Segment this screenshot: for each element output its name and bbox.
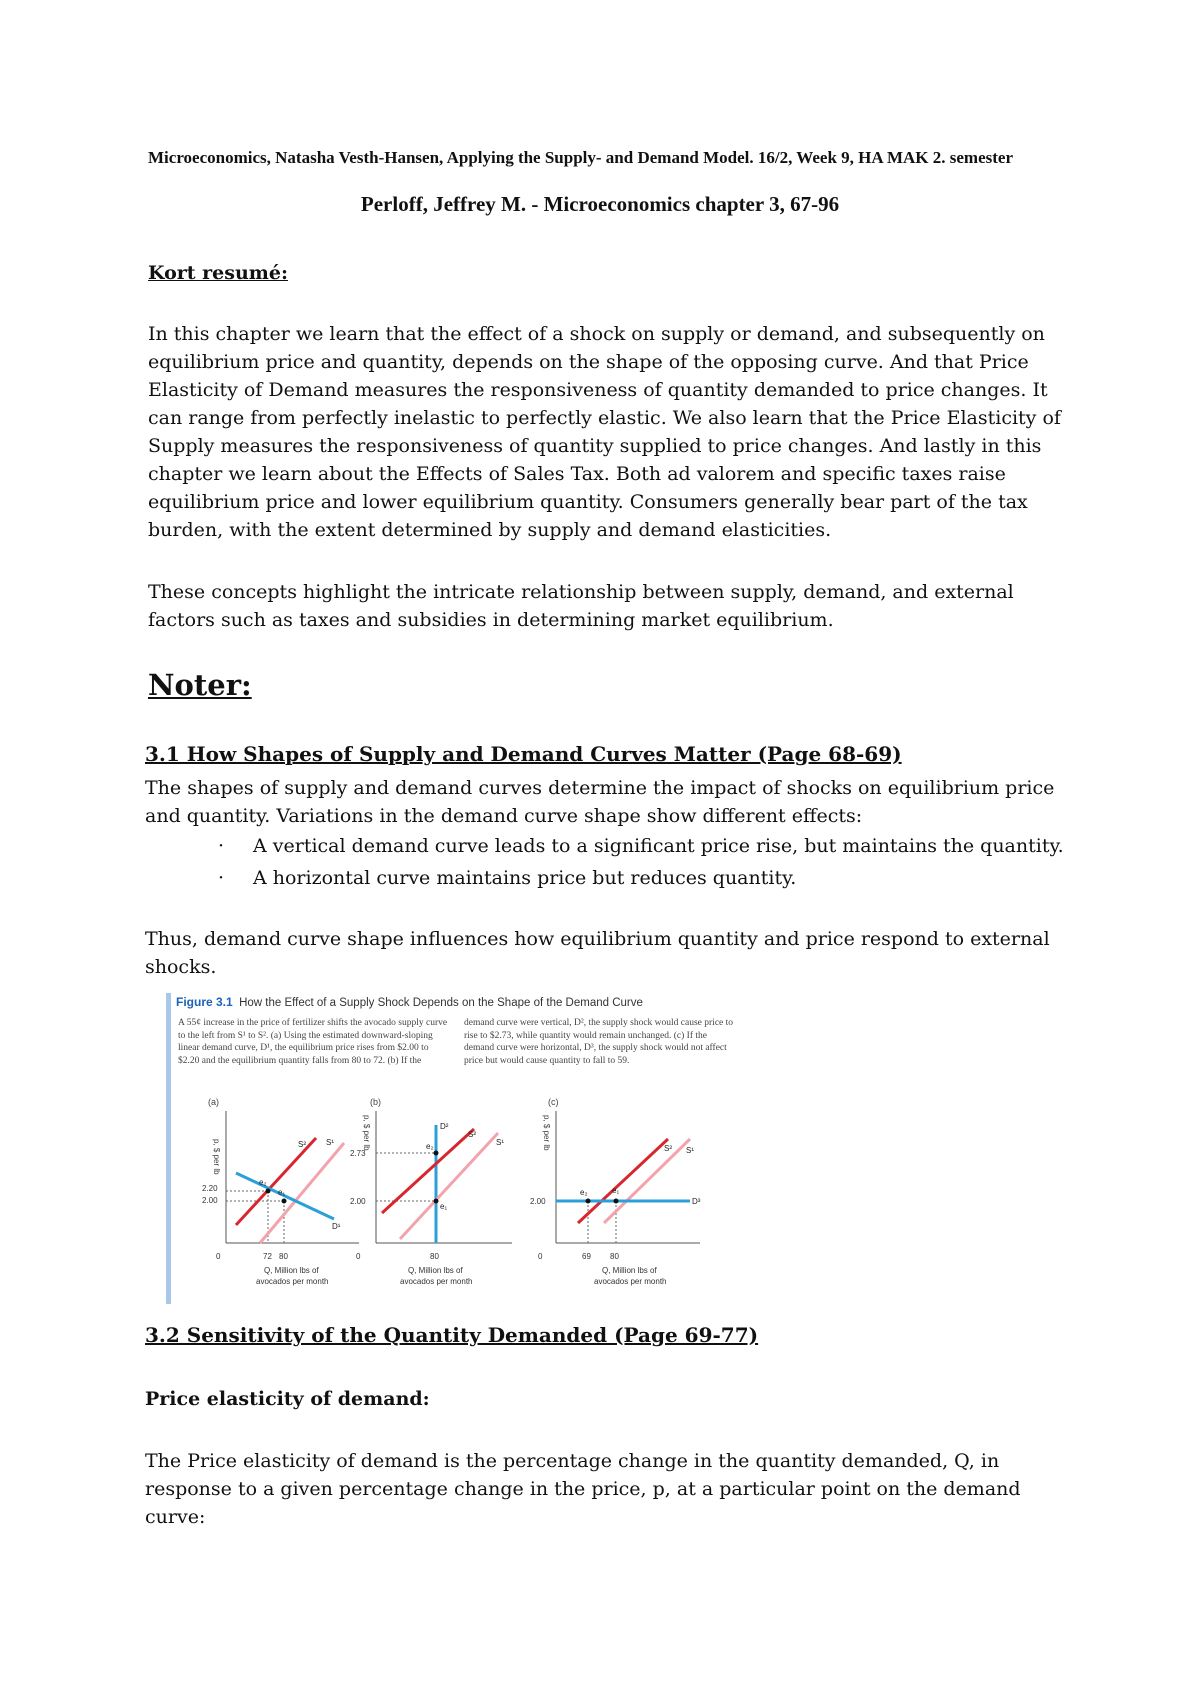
curve-label-s2: S²	[468, 1130, 476, 1139]
x-axis-label: avocados per month	[594, 1277, 667, 1286]
figure-panels	[174, 1093, 734, 1298]
x-tick-label: 0	[538, 1252, 543, 1261]
figure-3-1	[166, 993, 740, 1304]
panel-c	[530, 1097, 701, 1286]
notes-heading: Noter:	[148, 668, 252, 702]
x-axis-label: avocados per month	[400, 1277, 473, 1286]
curve-label-s1: S¹	[326, 1138, 334, 1147]
curve-label-s1: S¹	[496, 1138, 504, 1147]
x-axis-label: avocados per month	[256, 1277, 329, 1286]
equilibrium-point-e2	[586, 1199, 591, 1204]
bullet-text: A horizontal curve maintains price but reduces quantity.	[253, 867, 797, 889]
x-tick-label: 0	[216, 1252, 221, 1261]
point-label-e1: e₁	[612, 1186, 620, 1195]
y-tick-label: 2.73	[350, 1149, 366, 1158]
figure-caption-right: demand curve were vertical, D², the supply shock would cause price to rise to $2.73, while quantity would remain unchanged. (c) If the demand curve were horizontal, D³, the supply shock would not affect price but would cause quantity to fall to 59.	[464, 1018, 734, 1066]
y-tick-label: 2.00	[350, 1197, 366, 1206]
equilibrium-point-e2	[266, 1189, 271, 1194]
x-tick-label: 80	[430, 1252, 439, 1261]
supply-curve-s2	[236, 1138, 316, 1225]
summary-paragraph-2: These concepts highlight the intricate relationship between supply, demand, and external factors such as taxes and subsidies in determining market equilibrium.	[148, 581, 1014, 631]
y-axis-label: p, $ per lb	[212, 1139, 221, 1175]
x-axis-label: Q, Million lbs of	[264, 1266, 319, 1275]
section-3-1-bullets	[145, 832, 1075, 896]
panel-b	[350, 1097, 512, 1286]
equilibrium-point-e1	[614, 1199, 619, 1204]
section-3-1-intro: The shapes of supply and demand curves determine the impact of shocks on equilibrium price and quantity. Variations in the demand curve shape show different effects:	[145, 777, 1055, 827]
x-axis-label: Q, Million lbs of	[408, 1266, 463, 1275]
point-label-e1: e₁	[440, 1202, 448, 1211]
y-axis-label: p, $ per lb	[542, 1115, 551, 1151]
y-tick-label: 2.00	[202, 1196, 218, 1205]
figure-side-bar	[166, 993, 171, 1304]
point-label-e1: e₁	[278, 1188, 286, 1197]
x-tick-label: 69	[582, 1252, 591, 1261]
x-tick-label: 0	[356, 1252, 361, 1261]
x-tick-label: 80	[610, 1252, 619, 1261]
supply-curve-s2	[578, 1139, 668, 1223]
curve-label-s2: S²	[298, 1140, 306, 1149]
curve-label-s1: S¹	[686, 1146, 694, 1155]
summary-heading: Kort resumé:	[148, 262, 288, 284]
curve-label-d2: D²	[440, 1122, 449, 1131]
equilibrium-point-e1	[282, 1199, 287, 1204]
point-label-e2: e₂	[426, 1142, 434, 1151]
y-axis-label: p, $ per lb	[362, 1115, 371, 1151]
supply-curve-s1	[604, 1139, 690, 1223]
course-header: Microeconomics, Natasha Vesth-Hansen, Applying the Supply- and Demand Model. 16/2, Week 9, HA MAK 2. semester	[148, 148, 1013, 167]
y-tick-label: 2.00	[530, 1197, 546, 1206]
figure-label: Figure 3.1	[176, 995, 233, 1009]
section-3-1-outro: Thus, demand curve shape influences how equilibrium quantity and price respond to external shocks.	[145, 928, 1050, 978]
book-reference: Perloff, Jeffrey M. - Microeconomics chapter 3, 67-96	[360, 192, 840, 216]
point-label-e2: e₂	[259, 1178, 267, 1187]
bullet-text: A vertical demand curve leads to a significant price rise, but maintains the quantity.	[253, 835, 1064, 857]
equilibrium-point-e1	[434, 1199, 439, 1204]
supply-curve-s1	[400, 1133, 498, 1239]
list-item	[145, 864, 1075, 892]
summary-paragraph-1: In this chapter we learn that the effect of a shock on supply or demand, and subsequently on equilibrium price and quantity, depends on the shape of the opposing curve. And that Price Elasticity of Demand measures the responsiveness of quantity demanded to price changes. It can range from perfectly inelastic to perfectly elastic. We also learn that the Price Elasticity of Supply measures the responsiveness of quantity supplied to price changes. And lastly in this chapter we learn about the Effects of Sales Tax. Both ad valorem and specific taxes raise equilibrium price and lower equilibrium quantity. Consumers generally bear part of the tax burden, with the extent determined by supply and demand elasticities.	[148, 323, 1061, 541]
curve-label-d1: D¹	[332, 1222, 341, 1231]
panel-tag: (c)	[548, 1097, 559, 1107]
curve-label-d3: D³	[692, 1197, 701, 1206]
figure-title	[176, 995, 643, 1009]
y-tick-label: 2.20	[202, 1184, 218, 1193]
list-item	[145, 832, 1075, 860]
curve-label-s2: S²	[664, 1144, 672, 1153]
panel-a	[202, 1097, 359, 1286]
x-tick-label: 80	[279, 1252, 288, 1261]
point-label-e2: e₂	[580, 1188, 588, 1197]
panel-tag: (b)	[370, 1097, 381, 1107]
equilibrium-point-e2	[434, 1151, 439, 1156]
section-3-1-title: 3.1 How Shapes of Supply and Demand Curves Matter (Page 68-69)	[145, 742, 902, 766]
x-tick-label: 72	[263, 1252, 272, 1261]
price-elasticity-heading: Price elasticity of demand:	[145, 1388, 430, 1410]
figure-title-text: How the Effect of a Supply Shock Depends on the Shape of the Demand Curve	[239, 997, 643, 1009]
section-3-2-paragraph: The Price elasticity of demand is the percentage change in the quantity demanded, Q, in response to a given percentage change in the price, p, at a particular point on the demand curve:	[145, 1450, 1021, 1528]
bullet-icon: ·	[218, 867, 225, 889]
x-axis-label: Q, Million lbs of	[602, 1266, 657, 1275]
panel-tag: (a)	[208, 1097, 219, 1107]
bullet-icon: ·	[218, 835, 225, 857]
figure-caption-left: A 55¢ increase in the price of fertilizer shifts the avocado supply curve to the left from S¹ to S². (a) Using the estimated downward-sloping linear demand curve, D¹, the equilibrium price rises from $2.00 to $2.20 and the equilibrium quantity falls from 80 to 72. (b) If the	[178, 1018, 448, 1066]
section-3-2-title: 3.2 Sensitivity of the Quantity Demanded (Page 69-77)	[145, 1323, 759, 1347]
